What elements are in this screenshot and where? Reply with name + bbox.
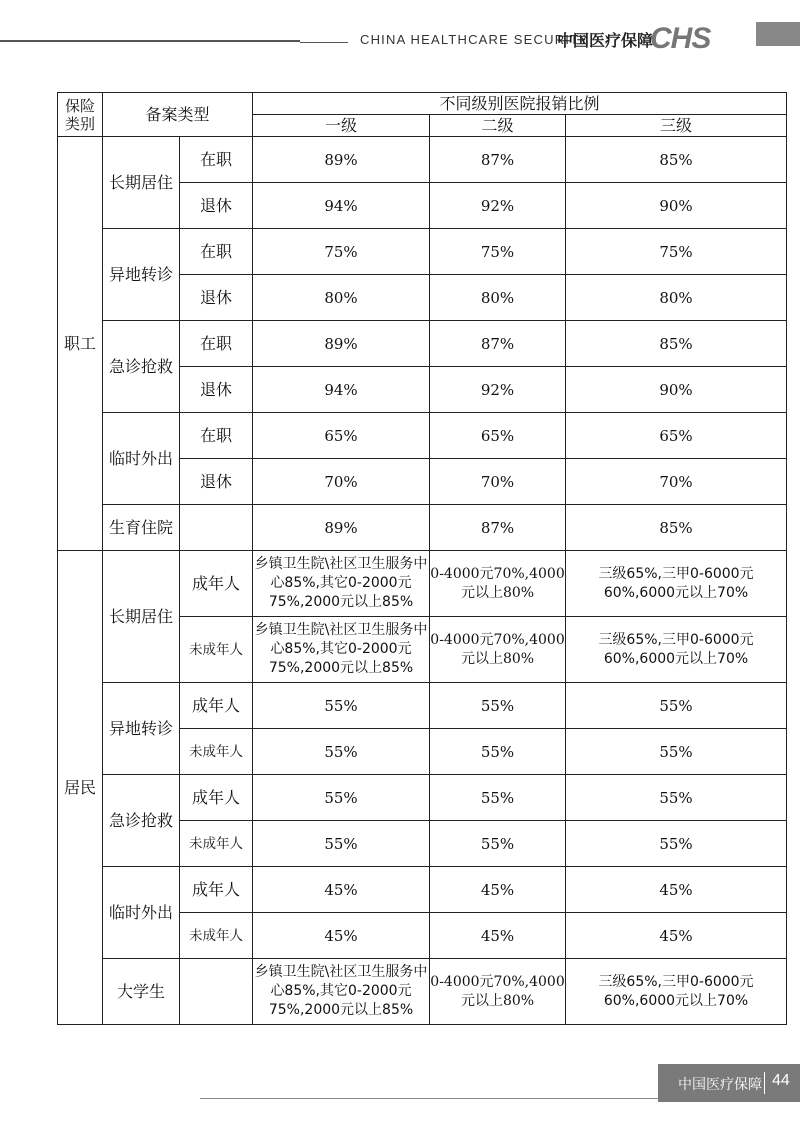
ratio-cell: 55% [566,821,787,867]
ratio-cell: 89% [253,321,430,367]
ratio-cell: 乡镇卫生院\社区卫生服务中心85%,其它0-2000元75%,2000元以上85% [253,551,430,617]
filing-type-cell: 长期居住 [103,551,180,683]
ratio-cell: 70% [566,459,787,505]
ratio-cell: 65% [253,413,430,459]
status-cell: 退休 [180,367,253,413]
status-cell-empty [180,505,253,551]
table-row [58,683,787,729]
ratio-cell: 0-4000元70%,4000元以上80% [430,959,566,1025]
table-header-row [58,93,787,115]
footer-publication: 中国医疗保障 [678,1077,762,1093]
header-level-1: 一级 [253,115,430,137]
ratio-cell: 65% [430,413,566,459]
ratio-cell: 80% [430,275,566,321]
ratio-cell: 70% [253,459,430,505]
ratio-cell: 三级65%,三甲0-6000元60%,6000元以上70% [566,959,787,1025]
header-level-3: 三级 [566,115,787,137]
ratio-cell: 0-4000元70%,4000元以上80% [430,617,566,683]
chs-logo: CHS [650,22,711,55]
status-cell: 成年人 [180,867,253,913]
status-cell: 未成年人 [180,913,253,959]
ratio-cell: 55% [430,821,566,867]
ratio-cell: 85% [566,321,787,367]
ratio-cell: 55% [430,729,566,775]
ratio-cell: 45% [566,913,787,959]
ratio-cell: 55% [253,821,430,867]
footer-rule [200,1098,658,1099]
ratio-cell: 92% [430,367,566,413]
ratio-cell: 65% [566,413,787,459]
ratio-cell: 三级65%,三甲0-6000元60%,6000元以上70% [566,551,787,617]
status-cell: 成年人 [180,551,253,617]
ratio-cell: 70% [430,459,566,505]
ratio-cell: 75% [566,229,787,275]
ratio-cell: 80% [253,275,430,321]
ratio-cell: 55% [566,729,787,775]
ratio-cell: 75% [253,229,430,275]
ratio-cell: 87% [430,321,566,367]
ratio-cell: 94% [253,367,430,413]
status-cell: 在职 [180,137,253,183]
header-filing-type: 备案类型 [103,93,253,137]
ratio-cell: 45% [566,867,787,913]
header-rule-thin [300,42,348,43]
header-level-2: 二级 [430,115,566,137]
status-cell: 成年人 [180,775,253,821]
ratio-cell: 80% [566,275,787,321]
table-row [58,413,787,459]
filing-type-cell: 异地转诊 [103,683,180,775]
ratio-cell: 三级65%,三甲0-6000元60%,6000元以上70% [566,617,787,683]
filing-type-cell: 长期居住 [103,137,180,229]
header-title-cn: 中国医疗保障 [557,31,654,50]
ratio-cell: 90% [566,183,787,229]
ratio-cell: 55% [566,775,787,821]
filing-type-cell: 异地转诊 [103,229,180,321]
filing-type-cell: 急诊抢救 [103,775,180,867]
ratio-cell: 89% [253,505,430,551]
ratio-cell: 55% [430,683,566,729]
ratio-cell: 45% [253,867,430,913]
table-row [58,229,787,275]
ratio-cell: 55% [253,729,430,775]
status-cell: 退休 [180,459,253,505]
status-cell: 退休 [180,183,253,229]
table-row [58,775,787,821]
table-row [58,321,787,367]
page-number: 44 [772,1072,790,1089]
table-row [58,137,787,183]
header-rule [0,40,300,42]
header-insurance-type: 保险类别 [58,93,103,137]
status-cell: 未成年人 [180,617,253,683]
table-row [58,551,787,617]
filing-type-cell: 生育住院 [103,505,180,551]
ratio-cell: 90% [566,367,787,413]
ratio-cell: 85% [566,137,787,183]
ratio-cell: 55% [253,683,430,729]
status-cell-empty [180,959,253,1025]
header-gray-block [756,22,800,46]
ratio-cell: 87% [430,137,566,183]
header-reimbursement-ratio: 不同级别医院报销比例 [253,93,787,115]
status-cell: 在职 [180,413,253,459]
status-cell: 成年人 [180,683,253,729]
status-cell: 在职 [180,229,253,275]
ratio-cell: 55% [566,683,787,729]
status-cell: 在职 [180,321,253,367]
ratio-cell: 0-4000元70%,4000元以上80% [430,551,566,617]
table-row [58,959,787,1025]
ratio-cell: 乡镇卫生院\社区卫生服务中心85%,其它0-2000元75%,2000元以上85% [253,617,430,683]
ratio-cell: 55% [253,775,430,821]
footer-separator [764,1072,765,1094]
filing-type-cell: 大学生 [103,959,180,1025]
ratio-cell: 乡镇卫生院\社区卫生服务中心85%,其它0-2000元75%,2000元以上85% [253,959,430,1025]
category-resident: 居民 [58,551,103,1025]
reimbursement-table [57,92,787,1025]
ratio-cell: 94% [253,183,430,229]
status-cell: 退休 [180,275,253,321]
ratio-cell: 45% [430,913,566,959]
ratio-cell: 92% [430,183,566,229]
ratio-cell: 75% [430,229,566,275]
ratio-cell: 55% [430,775,566,821]
ratio-cell: 85% [566,505,787,551]
ratio-cell: 89% [253,137,430,183]
table-row [58,867,787,913]
ratio-cell: 87% [430,505,566,551]
status-cell: 未成年人 [180,821,253,867]
filing-type-cell: 急诊抢救 [103,321,180,413]
category-employee: 职工 [58,137,103,551]
status-cell: 未成年人 [180,729,253,775]
filing-type-cell: 临时外出 [103,413,180,505]
table-row [58,505,787,551]
filing-type-cell: 临时外出 [103,867,180,959]
ratio-cell: 45% [253,913,430,959]
header-tagline: CHINA HEALTHCARE SECURITY [360,32,590,47]
ratio-cell: 45% [430,867,566,913]
